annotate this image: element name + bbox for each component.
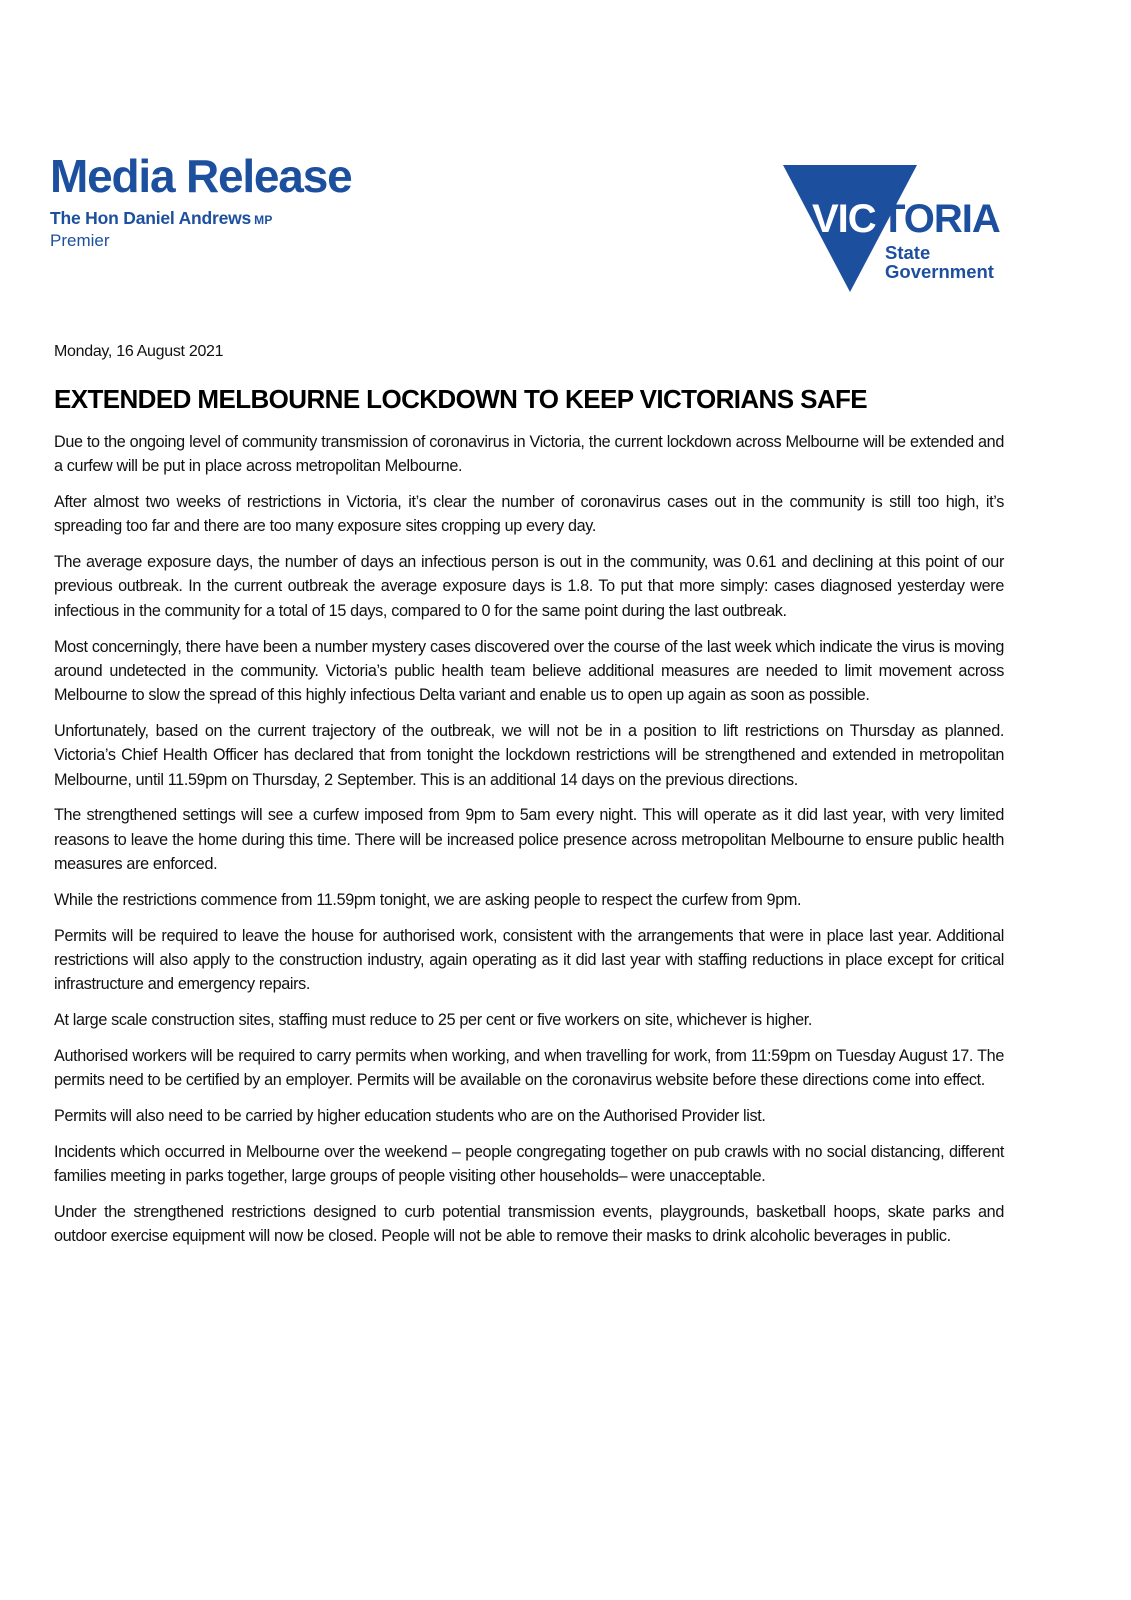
media-release-title: Media Release xyxy=(50,150,352,202)
body-paragraph: Permits will be required to leave the house for authorised work, consistent with the arrangements that were in place last year. Additional restrictions will also apply to the construction industry, again operating as it did last year with staffing reductions in place except for critical infrastructure and emergency repairs. xyxy=(54,926,1004,994)
victoria-triangle-icon xyxy=(780,160,1020,300)
minister-role: Premier xyxy=(50,231,110,250)
body-paragraph: Unfortunately, based on the current trajectory of the outbreak, we will not be in a position to lift restrictions on Thursday as planned. Victoria’s Chief Health Officer has declared that from tonight the lockdown restrictions will be strengthened and extended in metropolitan Melbourne, until 11.59pm on Thursday, 2 September. This is an additional 14 days on the previous directions. xyxy=(54,721,1004,789)
body-paragraph: Due to the ongoing level of community transmission of coronavirus in Victoria, the current lockdown across Melbourne will be extended and a curfew will be put in place across metropolitan Melbourne. xyxy=(54,433,1004,476)
body-paragraph: After almost two weeks of restrictions in Victoria, it’s clear the number of coronavirus cases out in the community is still too high, it’s spreading too far and there are too many exposure sites cropping up every day. xyxy=(54,493,1004,536)
body-paragraph: The strengthened settings will see a curfew imposed from 9pm to 5am every night. This will operate as it did last year, with very limited reasons to leave the home during this time. There will be increased police presence across metropolitan Melbourne to ensure public health measures are enforced. xyxy=(54,806,1004,873)
body-paragraph: Permits will also need to be carried by higher education students who are on the Authorised Provider list. xyxy=(54,1106,766,1125)
minister-suffix: MP xyxy=(254,213,273,227)
victoria-state-government-logo xyxy=(780,160,1020,300)
media-release-header xyxy=(50,150,351,251)
body-paragraph: At large scale construction sites, staffing must reduce to 25 per cent or five workers on site, whichever is higher. xyxy=(54,1010,813,1029)
body-paragraph: The average exposure days, the number of days an infectious person is out in the community, was 0.61 and declining at this point of our previous outbreak. In the current outbreak the average exposure days is 1.8. To put that more simply: cases diagnosed yesterday were infectious in the community for a total of 15 days, compared to 0 for the same point during the last outbreak. xyxy=(54,553,1004,620)
logo-wordmark-outer: TORIA xyxy=(881,197,1000,241)
minister-line xyxy=(50,208,351,230)
release-body xyxy=(54,340,1004,1260)
body-paragraph: Incidents which occurred in Melbourne over the weekend – people congregating together on pub crawls with no social distancing, different families meeting in parks together, large groups of people visiting other households– were unacceptable. xyxy=(54,1142,1004,1185)
logo-subtitle-state: State xyxy=(885,242,931,263)
logo-subtitle-government: Government xyxy=(885,261,994,282)
body-paragraph: Under the strengthened restrictions designed to curb potential transmission events, playgrounds, basketball hoops, skate parks and outdoor exercise equipment will now be closed. People will not be able to remove their masks to drink alcoholic beverages in public. xyxy=(54,1202,1004,1246)
body-paragraph: While the restrictions commence from 11.59pm tonight, we are asking people to respect the curfew from 9pm. xyxy=(54,890,802,909)
minister-name: The Hon Daniel Andrews xyxy=(50,208,252,228)
release-headline: EXTENDED MELBOURNE LOCKDOWN TO KEEP VICTORIANS SAFE xyxy=(54,384,868,414)
body-paragraph: Most concerningly, there have been a number mystery cases discovered over the course of the last week which indicate the virus is moving around undetected in the community. Victoria’s public health team believe additional measures are needed to limit movement across Melbourne to slow the spread of this highly infectious Delta variant and enable us to open up again as soon as possible. xyxy=(54,637,1004,705)
logo-wordmark-inner: VIC xyxy=(812,197,876,241)
body-paragraph: Authorised workers will be required to carry permits when working, and when travelling for work, from 11:59pm on Tuesday August 17. The permits need to be certified by an employer. Permits will be available on the coronavirus website before these directions come into effect. xyxy=(54,1046,1004,1090)
release-date: Monday, 16 August 2021 xyxy=(54,343,224,360)
